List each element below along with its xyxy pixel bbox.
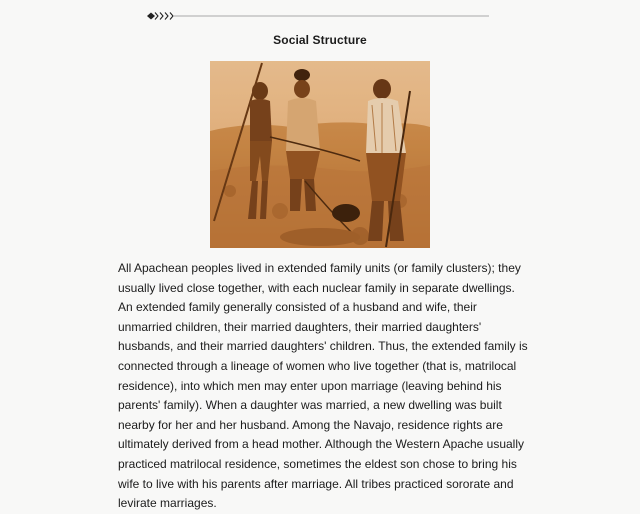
section-title: Social Structure bbox=[273, 33, 367, 47]
historical-photo bbox=[210, 61, 430, 248]
arrow-divider-icon bbox=[147, 9, 489, 23]
decorative-divider bbox=[147, 9, 489, 23]
apache-men-photo-icon bbox=[210, 61, 430, 248]
article-paragraph: All Apachean peoples lived in extended family units (or family clusters); they usually lived close together, with each nuclear family in separate dwellings. An extended family generally consisted of a husband and wife, their unmarried children, their married daughters, their married daughters' husbands, and their married daughters' children. Thus, the extended family is connected through a lineage of women who live together (that is, matrilocal residence), into which men may enter upon marriage (leaving behind his parents' family). When a daughter was married, a new dwelling was built nearby for her and her husband. Among the Navajo, residence rights are ultimately derived from a head mother. Although the Western Apache usually practiced matrilocal residence, sometimes the eldest son chose to bring his wife to live with his parents after marriage. All tribes practiced sororate and levirate marriages. bbox=[118, 261, 528, 511]
